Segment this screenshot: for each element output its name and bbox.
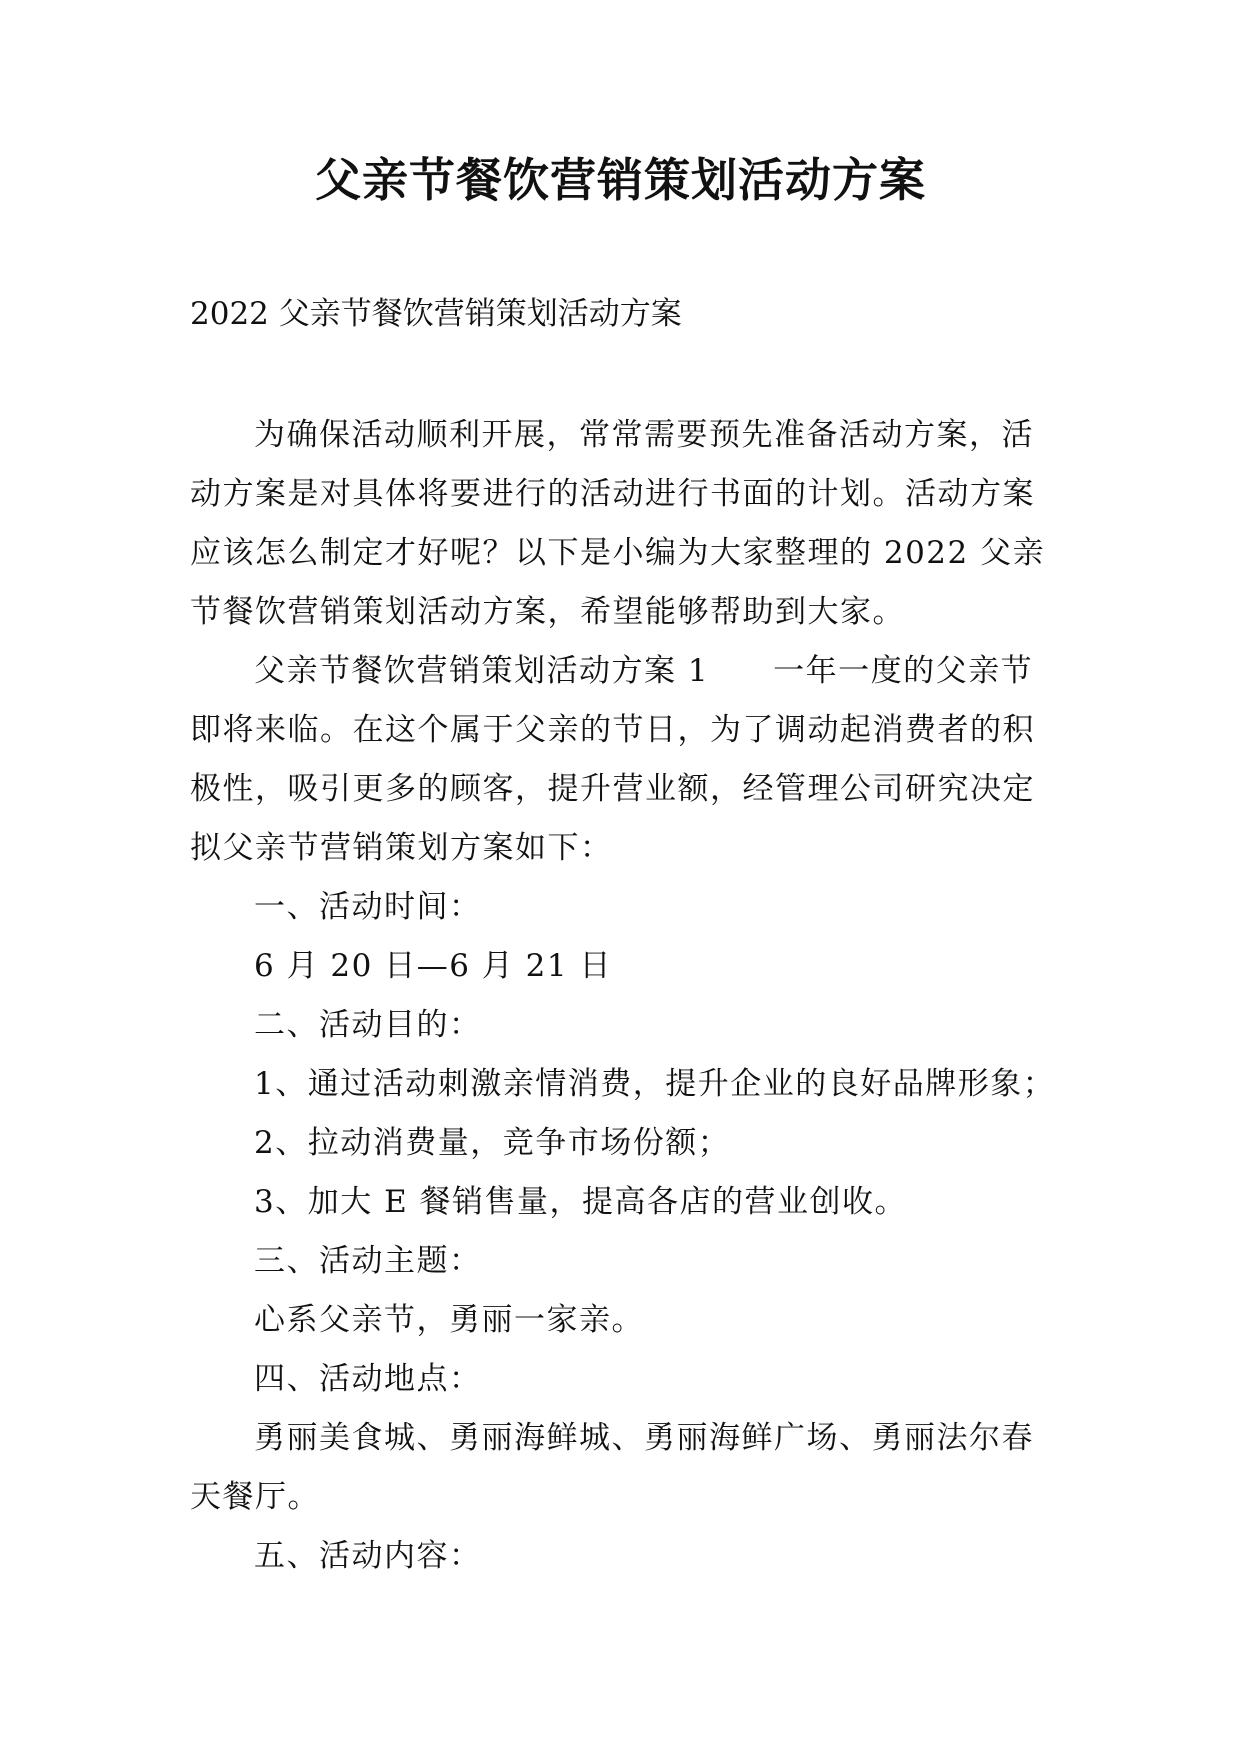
body-line: 6 月 20 日—6 月 21 日 (254, 948, 612, 984)
list-item: 2、拉动消费量，竞争市场份额； (254, 1125, 731, 1161)
body-line: 天餐厅。 (190, 1479, 320, 1515)
section-heading: 三、活动主题： (254, 1243, 482, 1279)
section-heading: 一、活动时间： (254, 889, 482, 925)
body-line: 应该怎么制定才好呢？以下是小编为大家整理的 2022 父亲 (190, 535, 1046, 571)
plan-heading: 父亲节餐饮营销策划活动方案 1 (254, 653, 710, 689)
document-body (190, 406, 1056, 1586)
body-line: 节餐饮营销策划活动方案，希望能够帮助到大家。 (190, 594, 905, 630)
section-heading: 四、活动地点： (254, 1361, 482, 1397)
section-heading: 二、活动目的： (254, 1007, 482, 1043)
list-item: 1、通过活动刺激亲情消费，提升企业的良好品牌形象； (254, 1066, 1056, 1102)
document-subtitle: 2022 父亲节餐饮营销策划活动方案 (190, 296, 682, 332)
body-line: 动方案是对具体将要进行的活动进行书面的计划。活动方案 (190, 476, 1035, 512)
list-item: 3、加大 E 餐销售量，提高各店的营业创收。 (254, 1184, 908, 1220)
body-text: 一年一度的父亲节 (773, 653, 1034, 689)
body-line: 极性，吸引更多的顾客，提升营业额，经管理公司研究决定 (190, 771, 1035, 807)
body-line-with-plan-heading (190, 642, 1050, 701)
section-heading: 五、活动内容： (254, 1538, 482, 1574)
body-line: 勇丽美食城、勇丽海鲜城、勇丽海鲜广场、勇丽法尔春 (254, 1420, 1034, 1456)
document-title: 父亲节餐饮营销策划活动方案 (315, 153, 926, 207)
body-line: 为确保活动顺利开展，常常需要预先准备活动方案，活 (254, 417, 1034, 453)
body-line: 心系父亲节，勇丽一家亲。 (254, 1302, 644, 1338)
body-line: 即将来临。在这个属于父亲的节日，为了调动起消费者的积 (190, 712, 1035, 748)
body-line: 拟父亲节营销策划方案如下： (190, 830, 613, 866)
